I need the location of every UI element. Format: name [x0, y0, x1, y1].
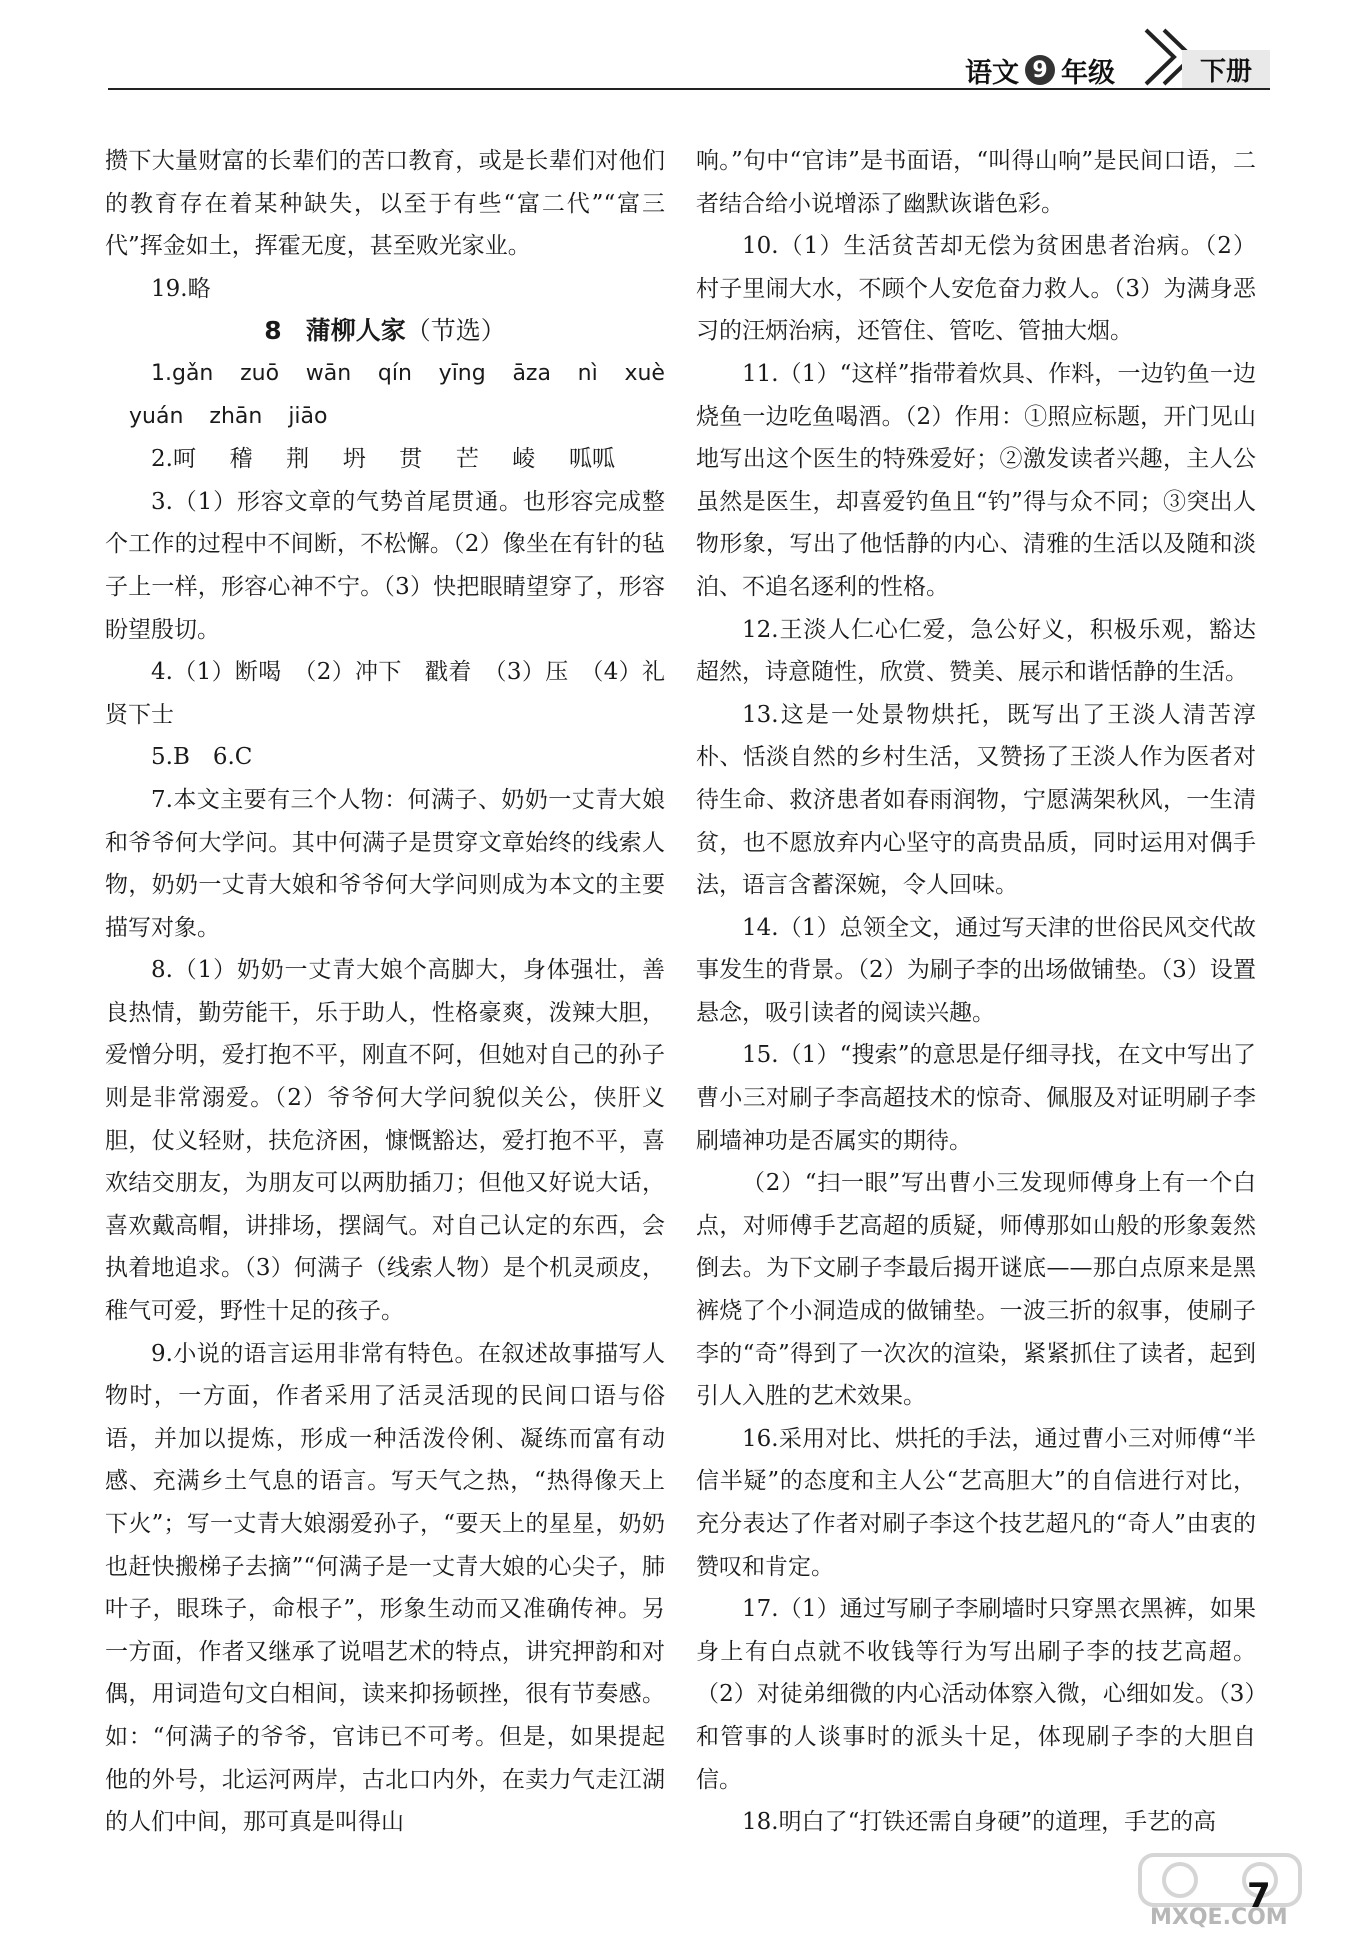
left-column — [105, 140, 665, 1844]
pinyin-item: jiāo — [288, 403, 328, 429]
section-note: （节选） — [405, 316, 506, 346]
answer-11: 11.（1）“这样”指带着炊具、作料，一边钓鱼一边烧鱼一边吃鱼喝酒。（2）作用：①照应标题，开门见山地写出这个医生的特殊爱好；②激发读者兴趣，主人公虽然是医生，却喜爱钓鱼且“钓”得与众不同；③突出人物形象，写出了他恬静的内心、清雅的生活以及随和淡泊、不追名逐利的性格。 — [696, 360, 1256, 600]
answer-14: 14.（1）总领全文，通过写天津的世俗民风交代故事发生的背景。（2）为刷子李的出场做铺垫。（3）设置悬念，吸引读者的阅读兴趣。 — [696, 914, 1256, 1026]
answer-16: 16.采用对比、烘托的手法，通过曹小三对师傅“半信半疑”的态度和主人公“艺高胆大”的自信进行对比，充分表达了作者对刷子李这个技艺超凡的“奇人”由衷的赞叹和肯定。 — [696, 1425, 1256, 1580]
answer-17: 17.（1）通过写刷子李刷墙时只穿黑衣黑裤，如果身上有白点就不收钱等行为写出刷子李的技艺高超。（2）对徒弟细微的内心活动体察入微，心细如发。（3）和管事的人谈事时的派头十足，体现刷子李的大胆自信。 — [696, 1596, 1256, 1793]
paragraph-continued: 攒下大量财富的长辈们的苦口教育，或是长辈们对他们的教育存在着某种缺失，以至于有些“富二代”“富三代”挥金如土，挥霍无度，甚至败光家业。 — [105, 148, 665, 260]
right-column — [696, 140, 1256, 1844]
header-title — [965, 50, 1115, 90]
answer-4: 4.（1）断喝 （2）冲下 戳着 （3）压 （4）礼贤下士 — [105, 659, 665, 728]
paragraph-continued: 响。”句中“官讳”是书面语，“叫得山响”是民间口语，二者结合给小说增添了幽默诙谐色彩。 — [696, 148, 1256, 217]
answer-5-6: 5.B 6.C — [151, 744, 253, 771]
answer-10: 10.（1）生活贫苦却无偿为贫困患者治病。（2）村子里闹大水，不顾个人安危奋力救人。（3）为满身恶习的汪炳治病，还管住、管吃、管抽大烟。 — [696, 233, 1256, 345]
char-item: 贯 — [399, 446, 423, 473]
pinyin-item: qín — [377, 360, 412, 386]
char-item: 坍 — [342, 446, 366, 473]
char-item: 芒 — [455, 446, 479, 473]
answer-19: 19.略 — [151, 275, 211, 302]
watermark-text: MXQE.COM — [1150, 1905, 1288, 1930]
pinyin-item: yīng — [438, 360, 486, 386]
answer-2-chars — [105, 438, 665, 481]
pinyin-item: nì — [577, 360, 598, 386]
pinyin-line-1 — [105, 353, 665, 396]
pinyin-item: 1.gǎn — [151, 360, 214, 386]
char-item: 崚 — [512, 446, 536, 473]
pinyin-item: āza — [512, 360, 551, 386]
char-item: 稽 — [229, 446, 253, 473]
section-number: 8 — [264, 316, 282, 346]
answer-12: 12.王淡人仁心仁爱，急公好义，积极乐观，豁达超然，诗意随性，欣赏、赞美、展示和谐恬静的生活。 — [696, 616, 1256, 686]
header-divider — [108, 88, 1270, 90]
grade-label: 年级 — [1061, 57, 1115, 89]
page-number: 7 — [1247, 1876, 1271, 1916]
pinyin-item: wān — [305, 360, 352, 386]
answer-9: 9.小说的语言运用非常有特色。在叙述故事描写人物时，一方面，作者采用了活灵活现的民间口语与俗语，并加以提炼，形成一种活泼伶俐、凝练而富有动感、充满乡土气息的语言。写天气之热，“热得像天上下火”；写一丈青大娘溺爱孙子，“要天上的星星，奶奶也赶快搬梯子去摘”“何满子是一丈青大娘的心尖子，肺叶子，眼珠子，命根子”，形象生动而又准确传神。另一方面，作者又继承了说唱艺术的特点，讲究押韵和对偶，用词造句文白相间，读来抑扬顿挫，很有节奏感。如：“何满子的爷爷，官讳已不可考。但是，如果提起他的外号，北运河两岸，古北口内外，在卖力气走江湖的人们中间，那可真是叫得山 — [105, 1340, 665, 1836]
answer-15-part1: 15.（1）“搜索”的意思是仔细寻找，在文中写出了曹小三对刷子李高超技术的惊奇、佩服及对证明刷子李刷墙神功是否属实的期待。 — [696, 1042, 1256, 1154]
pinyin-line-2 — [105, 396, 665, 439]
answer-3: 3.（1）形容文章的气势首尾贯通。也形容完成整个工作的过程中不间断，不松懈。（2）像坐在有针的毡子上一样，形容心神不宁。（3）快把眼睛望穿了，形容盼望殷切。 — [105, 488, 665, 643]
pinyin-item: zhān — [209, 403, 263, 429]
answer-13: 13.这是一处景物烘托，既写出了王淡人清苦淳朴、恬淡自然的乡村生活，又赞扬了王淡人作为医者对待生命、救济患者如春雨润物，宁愿满架秋风，一生清贫，也不愿放弃内心坚守的高贵品质，同时运用对偶手法，语言含蓄深婉，令人回味。 — [696, 701, 1256, 899]
answer-8: 8.（1）奶奶一丈青大娘个高脚大，身体强壮，善良热情，勤劳能干，乐于助人，性格豪爽，泼辣大胆，爱憎分明，爱打抱不平，刚直不阿，但她对自己的孙子则是非常溺爱。（2）爷爷何大学问貌似关公，侠肝义胆，仗义轻财，扶危济困，慷慨豁达，爱打抱不平，喜欢结交朋友，为朋友可以两肋插刀；但他又好说大话，喜欢戴高帽，讲排场，摆阔气。对自己认定的东西，会执着地追求。（3）何满子（线索人物）是个机灵顽皮，稚气可爱，野性十足的孩子。 — [105, 957, 665, 1325]
char-item: 荆 — [286, 446, 310, 473]
answer-18: 18.明白了“打铁还需自身硬”的道理，手艺的高 — [742, 1809, 1217, 1836]
section-heading — [105, 310, 665, 353]
answer-7: 7.本文主要有三个人物：何满子、奶奶一丈青大娘和爷爷何大学问。其中何满子是贯穿文章始终的线索人物，奶奶一丈青大娘和爷爷何大学问则成为本文的主要描写对象。 — [105, 786, 665, 941]
grade-number-badge: 9 — [1025, 55, 1055, 85]
char-item: 呱呱 — [569, 446, 615, 473]
char-item: 2.呵 — [151, 446, 196, 473]
pinyin-item: zuō — [240, 360, 280, 386]
subject-label: 语文 — [965, 57, 1019, 89]
volume-tab: 下册 — [1182, 50, 1270, 88]
answer-15-part2: （2）“扫一眼”写出曹小三发现师傅身上有一个白点，对师傅手艺高超的质疑，师傅那如山般的形象轰然倒去。为下文刷子李最后揭开谜底——那白点原来是黑裤烧了个小洞造成的做铺垫。一波三折的叙事，使刷子李的“奇”得到了一次次的渲染，紧紧抓住了读者，起到引人入胜的艺术效果。 — [696, 1170, 1256, 1410]
section-title-text: 蒲柳人家 — [305, 316, 406, 346]
pinyin-item: xuè — [624, 360, 665, 386]
pinyin-item: yuán — [129, 403, 184, 429]
